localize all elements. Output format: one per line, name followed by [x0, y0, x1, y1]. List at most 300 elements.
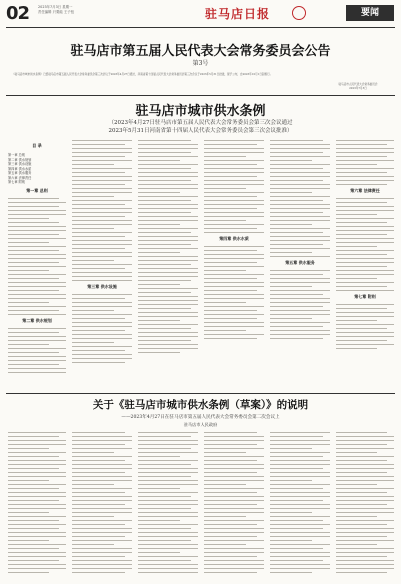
- text-line: [72, 334, 132, 335]
- text-line: [138, 516, 198, 517]
- text-line: [204, 168, 264, 169]
- text-line: [270, 244, 323, 245]
- text-line: [138, 172, 198, 173]
- text-line: [138, 164, 198, 165]
- text-line: [72, 148, 132, 149]
- text-line: [204, 476, 264, 477]
- chapter-heading: 第三章 供水设施: [87, 284, 117, 289]
- text-line: [204, 172, 264, 173]
- text-line: [336, 476, 394, 477]
- text-line: [336, 230, 394, 231]
- announcement-body: 《驻马店市城市供水条例》已经驻马店市第五届人民代表大会常务委员会第三次会议于2023年4月27日通过，河南省第十四届人民代表大会常务委员会第三次会议于2023年5月31日批准，现予公布，自2023年10月1日起施行。: [12, 73, 273, 76]
- text-line: [138, 252, 180, 253]
- text-line: [204, 468, 264, 469]
- text-line: [72, 236, 125, 237]
- explanation-column-2: [72, 432, 132, 580]
- text-line: [138, 552, 180, 553]
- text-line: [72, 294, 132, 295]
- text-line: [8, 516, 66, 517]
- text-line: [72, 212, 132, 213]
- text-line: [138, 492, 198, 493]
- text-line: [138, 452, 198, 453]
- text-line: [138, 564, 198, 565]
- text-line: [204, 548, 264, 549]
- text-line: [8, 512, 49, 513]
- text-line: [204, 460, 257, 461]
- text-line: [270, 192, 312, 193]
- text-line: [204, 508, 264, 509]
- text-line: [8, 444, 66, 445]
- text-line: [72, 488, 132, 489]
- text-line: [336, 488, 394, 489]
- text-line: [138, 224, 180, 225]
- text-line: [270, 532, 330, 533]
- text-line: [204, 452, 246, 453]
- text-line: [270, 274, 323, 275]
- text-line: [336, 246, 377, 247]
- text-line: [204, 246, 264, 247]
- text-line: [336, 556, 387, 557]
- text-line: [72, 452, 114, 453]
- text-line: [72, 302, 132, 303]
- text-line: [72, 460, 125, 461]
- text-line: [270, 236, 330, 237]
- text-line: [204, 318, 257, 319]
- signature-date: 2023年7月3日: [349, 87, 367, 90]
- chapter-heading: 第七章 附则: [354, 294, 376, 299]
- text-line: [8, 436, 59, 437]
- text-line: [336, 312, 394, 313]
- text-line: [204, 488, 264, 489]
- text-line: [270, 224, 312, 225]
- text-line: [204, 160, 264, 161]
- text-line: [8, 246, 66, 247]
- text-line: [72, 276, 132, 277]
- text-line: [138, 520, 180, 521]
- toc-item: 第七章 附则: [8, 180, 25, 184]
- text-line: [336, 500, 394, 501]
- text-line: [138, 228, 198, 229]
- text-line: [8, 234, 59, 235]
- text-line: [72, 350, 125, 351]
- text-line: [138, 292, 191, 293]
- text-line: [8, 344, 49, 345]
- text-line: [72, 432, 125, 433]
- text-line: [336, 340, 387, 341]
- text-line: [8, 456, 59, 457]
- text-line: [270, 568, 330, 569]
- explanation-column-3: [138, 432, 198, 580]
- text-line: [8, 468, 59, 469]
- text-line: [138, 316, 198, 317]
- text-line: [72, 504, 125, 505]
- text-line: [8, 536, 66, 537]
- text-line: [270, 252, 312, 253]
- text-line: [72, 476, 132, 477]
- text-line: [336, 336, 394, 337]
- text-line: [336, 152, 394, 153]
- text-line: [336, 516, 377, 517]
- text-line: [270, 468, 323, 469]
- text-line: [138, 488, 180, 489]
- text-line: [204, 212, 264, 213]
- text-line: [204, 302, 246, 303]
- date-line: 2023年7月3日 星期一: [38, 5, 73, 9]
- text-line: [72, 180, 132, 181]
- text-line: [138, 496, 191, 497]
- text-line: [270, 302, 330, 303]
- text-line: [204, 564, 264, 565]
- announcement-title: 驻马店市第五届人民代表大会常务委员会公告: [70, 44, 331, 59]
- text-line: [138, 188, 198, 189]
- chapter-heading: 第六章 法律责任: [350, 188, 380, 193]
- text-line: [270, 322, 330, 323]
- text-line: [8, 210, 66, 211]
- text-line: [204, 448, 264, 449]
- text-line: [204, 492, 257, 493]
- text-line: [138, 256, 198, 257]
- text-line: [204, 456, 264, 457]
- text-line: [8, 540, 49, 541]
- text-line: [336, 328, 387, 329]
- text-line: [138, 448, 191, 449]
- text-line: [270, 516, 330, 517]
- text-line: [72, 342, 114, 343]
- text-line: [270, 270, 330, 271]
- text-line: [8, 492, 66, 493]
- text-line: [270, 212, 323, 213]
- text-line: [270, 168, 323, 169]
- text-line: [204, 444, 257, 445]
- text-line: [336, 156, 387, 157]
- text-line: [270, 476, 330, 477]
- text-line: [72, 544, 114, 545]
- text-line: [138, 528, 191, 529]
- text-line: [270, 548, 323, 549]
- text-line: [8, 230, 66, 231]
- text-line: [204, 516, 246, 517]
- text-line: [336, 520, 394, 521]
- text-line: [336, 160, 394, 161]
- text-line: [8, 198, 59, 199]
- text-line: [138, 504, 198, 505]
- text-line: [72, 208, 132, 209]
- text-line: [138, 320, 180, 321]
- text-line: [204, 224, 264, 225]
- text-line: [204, 552, 264, 553]
- text-line: [204, 500, 264, 501]
- text-line: [336, 274, 394, 275]
- text-line: [270, 560, 323, 561]
- text-line: [8, 364, 59, 365]
- text-line: [336, 348, 377, 349]
- text-line: [72, 228, 114, 229]
- text-line: [336, 456, 394, 457]
- text-line: [72, 240, 132, 241]
- text-line: [138, 312, 198, 313]
- text-line: [8, 572, 49, 573]
- text-line: [72, 252, 132, 253]
- text-line: [270, 448, 312, 449]
- text-line: [138, 248, 198, 249]
- text-line: [270, 306, 323, 307]
- text-line: [8, 432, 66, 433]
- text-line: [336, 568, 394, 569]
- text-line: [204, 556, 257, 557]
- text-line: [204, 314, 264, 315]
- text-line: [204, 306, 264, 307]
- text-line: [270, 176, 330, 177]
- text-line: [138, 556, 198, 557]
- text-line: [8, 476, 66, 477]
- text-line: [270, 282, 330, 283]
- masthead-rule: [6, 27, 395, 28]
- text-line: [336, 448, 394, 449]
- text-line: [138, 296, 198, 297]
- text-line: [270, 432, 330, 433]
- text-line: [204, 262, 257, 263]
- text-line: [8, 544, 66, 545]
- text-line: [72, 256, 132, 257]
- text-line: [72, 500, 132, 501]
- chapter-heading: 第一章 总则: [26, 187, 48, 193]
- text-line: [204, 286, 264, 287]
- text-line: [270, 456, 323, 457]
- text-line: [270, 500, 323, 501]
- text-line: [204, 148, 264, 149]
- text-line: [336, 218, 394, 219]
- text-line: [336, 552, 394, 553]
- text-line: [336, 464, 394, 465]
- text-line: [138, 560, 191, 561]
- text-line: [336, 460, 387, 461]
- explanation-title: 关于《驻马店市城市供水条例（草案）》的说明: [92, 399, 309, 411]
- text-line: [8, 306, 66, 307]
- text-line: [270, 188, 330, 189]
- text-line: [336, 222, 387, 223]
- text-line: [72, 232, 132, 233]
- text-line: [138, 440, 198, 441]
- text-line: [336, 564, 394, 565]
- text-line: [8, 274, 66, 275]
- column-1: [8, 140, 66, 390]
- text-line: [270, 220, 330, 221]
- text-line: [138, 572, 198, 573]
- text-line: [204, 250, 257, 251]
- text-line: [72, 196, 114, 197]
- text-line: [72, 464, 132, 465]
- text-line: [270, 152, 323, 153]
- text-line: [8, 500, 59, 501]
- text-line: [72, 358, 132, 359]
- text-line: [72, 496, 132, 497]
- text-line: [72, 568, 132, 569]
- text-line: [72, 200, 132, 201]
- text-line: [138, 432, 198, 433]
- text-line: [204, 140, 264, 141]
- text-line: [72, 564, 132, 565]
- text-line: [138, 484, 198, 485]
- text-line: [336, 544, 377, 545]
- text-line: [336, 172, 387, 173]
- text-line: [72, 338, 132, 339]
- text-line: [8, 340, 66, 341]
- text-line: [336, 262, 394, 263]
- text-line: [336, 270, 394, 271]
- text-line: [72, 310, 114, 311]
- announcement-rule: [6, 95, 395, 96]
- text-line: [204, 432, 257, 433]
- text-line: [270, 184, 330, 185]
- text-line: [138, 344, 198, 345]
- text-line: [8, 548, 59, 549]
- text-line: [138, 192, 180, 193]
- announcement-number: 第3号: [192, 60, 209, 67]
- text-line: [138, 212, 191, 213]
- explanation-column-5: [270, 432, 330, 580]
- text-line: [336, 286, 387, 287]
- text-line: [204, 196, 257, 197]
- text-line: [138, 456, 180, 457]
- text-line: [204, 144, 257, 145]
- toc-item: 第二章 供水规划: [8, 157, 32, 162]
- text-line: [270, 528, 323, 529]
- explanation-subtitle: ——2023年4月27日在驻马店市第五届人民代表大会常务委员会第二次会议上: [121, 415, 280, 420]
- text-line: [336, 168, 394, 169]
- text-line: [204, 266, 264, 267]
- toc-title: 目 录: [32, 143, 42, 148]
- text-line: [204, 176, 257, 177]
- text-line: [204, 496, 264, 497]
- text-line: [72, 440, 132, 441]
- column-4: [204, 140, 264, 390]
- text-line: [72, 520, 132, 521]
- text-line: [270, 318, 312, 319]
- regulation-adopted-note: （2023年4月27日驻马店市第五届人民代表大会常务委员会第三次会议通过: [108, 120, 293, 126]
- text-line: [336, 206, 394, 207]
- text-line: [72, 560, 132, 561]
- text-line: [138, 328, 191, 329]
- text-line: [204, 274, 264, 275]
- text-line: [204, 480, 264, 481]
- text-line: [72, 164, 114, 165]
- text-line: [270, 572, 312, 573]
- text-line: [336, 436, 394, 437]
- text-line: [270, 208, 330, 209]
- text-line: [138, 340, 191, 341]
- text-line: [8, 448, 49, 449]
- text-line: [204, 568, 264, 569]
- text-line: [270, 564, 330, 565]
- text-line: [336, 320, 377, 321]
- text-line: [336, 572, 387, 573]
- text-line: [8, 452, 66, 453]
- text-line: [138, 280, 191, 281]
- text-line: [270, 544, 330, 545]
- text-line: [8, 206, 59, 207]
- text-line: [204, 278, 257, 279]
- text-line: [138, 204, 198, 205]
- text-line: [336, 278, 377, 279]
- text-line: [204, 512, 264, 513]
- text-line: [204, 528, 264, 529]
- section-label: 要闻: [346, 5, 394, 21]
- column-5: [270, 140, 330, 390]
- text-line: [336, 180, 394, 181]
- text-line: [204, 536, 257, 537]
- text-line: [72, 272, 132, 273]
- text-line: [204, 208, 257, 209]
- text-line: [204, 504, 257, 505]
- text-line: [270, 496, 330, 497]
- text-line: [138, 500, 198, 501]
- text-line: [204, 322, 264, 323]
- text-line: [8, 556, 66, 557]
- text-line: [8, 368, 66, 369]
- text-line: [138, 240, 198, 241]
- text-line: [72, 280, 132, 281]
- text-line: [138, 264, 191, 265]
- text-line: [138, 216, 198, 217]
- text-line: [72, 540, 132, 541]
- text-line: [8, 226, 66, 227]
- text-line: [8, 336, 66, 337]
- text-line: [138, 208, 198, 209]
- text-line: [336, 560, 394, 561]
- text-line: [8, 488, 59, 489]
- text-line: [72, 448, 132, 449]
- text-line: [204, 192, 264, 193]
- text-line: [138, 568, 198, 569]
- text-line: [336, 548, 394, 549]
- text-line: [8, 524, 66, 525]
- text-line: [336, 492, 387, 493]
- text-line: [138, 308, 191, 309]
- explanation-column-4: [204, 432, 264, 580]
- text-line: [138, 304, 198, 305]
- text-line: [336, 344, 394, 345]
- text-line: [204, 298, 264, 299]
- text-line: [204, 200, 264, 201]
- text-line: [336, 528, 394, 529]
- text-line: [204, 188, 246, 189]
- text-line: [336, 144, 387, 145]
- text-line: [72, 306, 132, 307]
- text-line: [270, 148, 330, 149]
- text-line: [138, 236, 198, 237]
- text-line: [270, 464, 330, 465]
- text-line: [204, 464, 264, 465]
- text-line: [336, 512, 394, 513]
- text-line: [336, 250, 394, 251]
- text-line: [336, 140, 394, 141]
- text-line: [270, 460, 330, 461]
- text-line: [270, 524, 330, 525]
- text-line: [138, 548, 198, 549]
- text-line: [8, 298, 66, 299]
- text-line: [72, 156, 125, 157]
- text-line: [138, 300, 198, 301]
- text-line: [72, 484, 114, 485]
- text-line: [72, 268, 125, 269]
- text-line: [8, 332, 59, 333]
- text-line: [72, 472, 125, 473]
- text-line: [336, 254, 387, 255]
- text-line: [336, 238, 394, 239]
- text-line: [72, 204, 125, 205]
- text-line: [336, 452, 377, 453]
- text-line: [138, 436, 191, 437]
